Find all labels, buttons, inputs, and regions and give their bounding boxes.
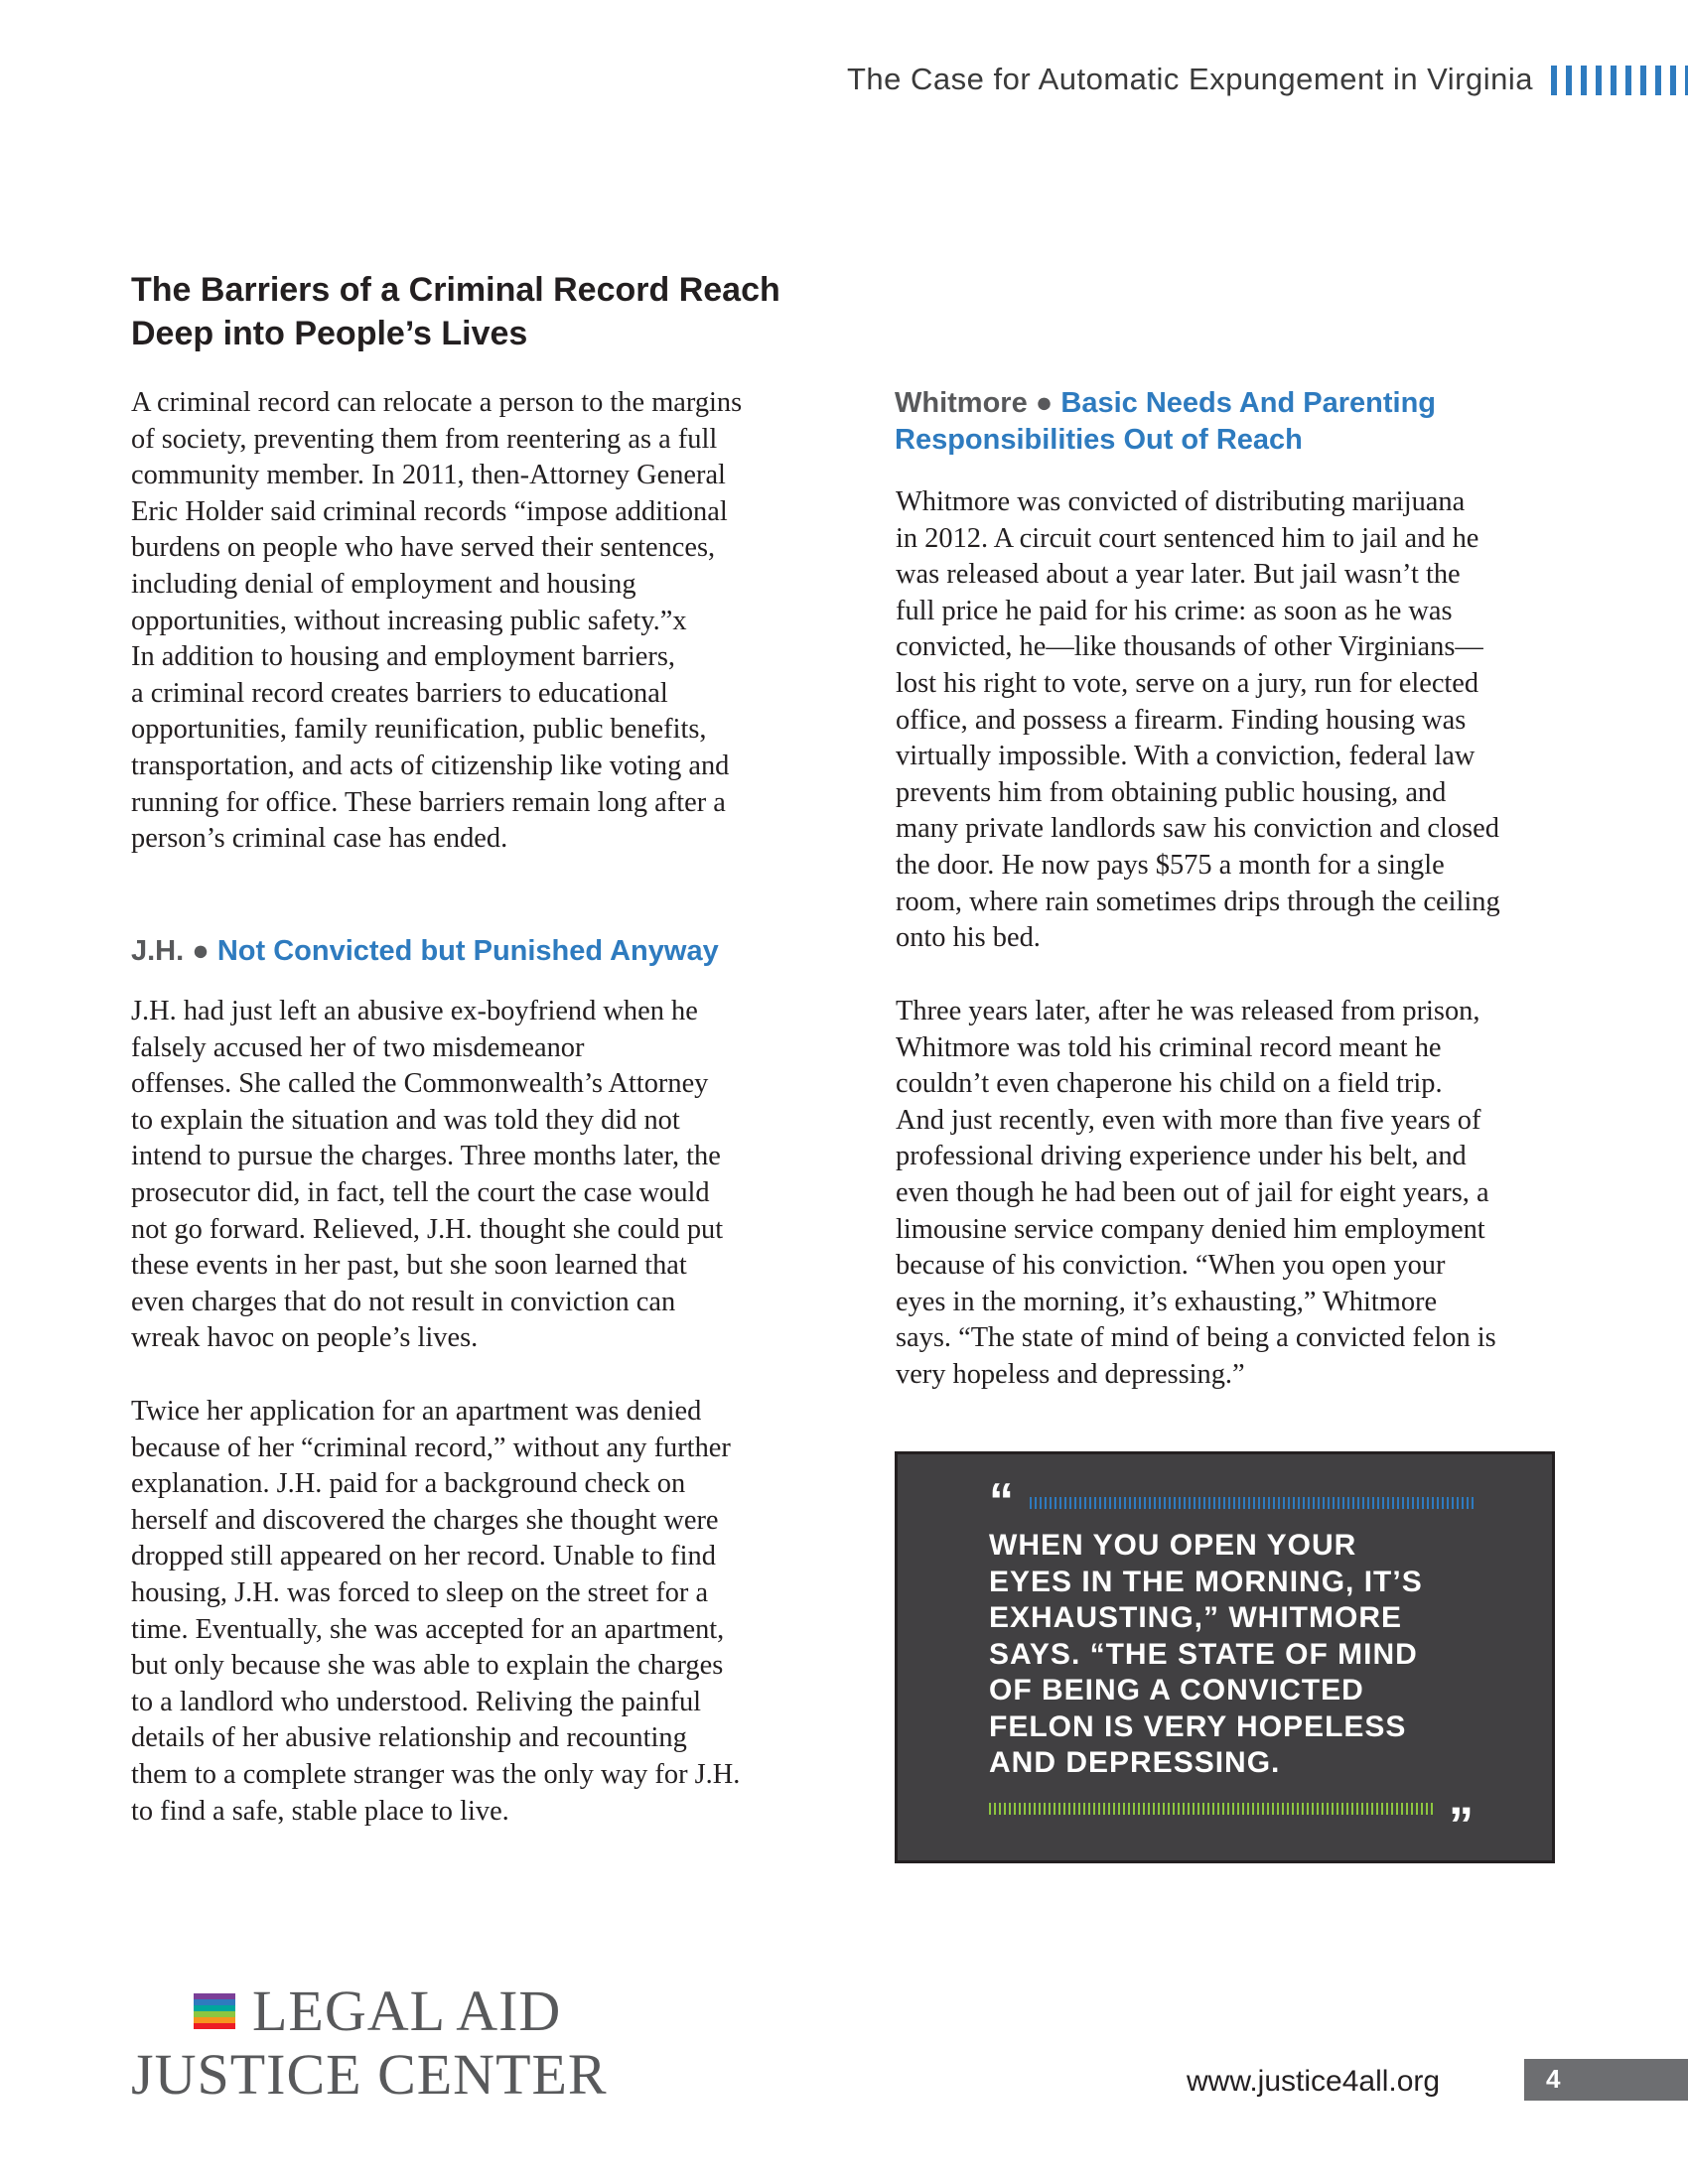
whitmore-line: limousine service company denied him employment [896,1213,1485,1245]
jh-subheading [131,933,826,970]
jh-line: intend to pursue the charges. Three months later, the [131,1141,721,1172]
logo-stripe [194,2017,235,2023]
intro-line: community member. In 2011, then-Attorney General [131,460,726,491]
bullet-icon: ● [1035,387,1054,419]
logo-text-line-2: JUSTICE CENTER [131,2042,608,2107]
jh-line: to explain the situation and was told they did not [131,1104,680,1136]
jh-line: to a landlord who understood. Reliving the painful [131,1686,702,1717]
whitmore-line: convicted, he—like thousands of other Virginians— [896,631,1483,663]
pull-quote-box [895,1451,1555,1863]
intro-line: a criminal record creates barriers to educational [131,677,668,709]
whitmore-name: Whitmore [895,387,1028,419]
quote-top-rule [1030,1497,1477,1509]
logo-stripe [194,2023,235,2029]
pull-quote-line: EYES IN THE MORNING, IT’S [989,1565,1423,1598]
jh-line: dropped still appeared on her record. Unable to find [131,1541,716,1572]
jh-line: time. Eventually, she was accepted for an apartment, [131,1613,725,1645]
pull-quote-line: AND DEPRESSING. [989,1746,1281,1779]
whitmore-line: Whitmore was convicted of distributing marijuana [896,486,1466,517]
jh-paragraph-2 [131,1394,806,1830]
whitmore-line: lost his right to vote, serve on a jury, run for elected [896,667,1479,699]
logo-stripes-icon [194,1993,235,2029]
intro-line: In addition to housing and employment barriers, [131,641,675,673]
jh-line: herself and discovered the charges she thought were [131,1504,719,1536]
whitmore-title-line-2: Responsibilities Out of Reach [895,424,1303,456]
jh-line: details of her abusive relationship and recounting [131,1722,687,1754]
logo-stripe [194,1993,235,1999]
whitmore-line: room, where rain sometimes drips through the ceiling [896,886,1500,917]
open-quote-icon: “ [989,1473,1014,1529]
page-number: 4 [1546,2064,1561,2094]
close-quote-icon: ” [1449,1797,1474,1852]
jh-line: but only because she was able to explain the charges [131,1650,724,1682]
whitmore-line: prevents him from obtaining public housing, and [896,776,1447,808]
section-heading-line-1: The Barriers of a Criminal Record Reach [131,271,780,309]
pull-quote-line: FELON IS VERY HOPELESS [989,1709,1407,1743]
jh-line: them to a complete stranger was the only way for J.H. [131,1758,741,1790]
logo-stripe [194,2005,235,2011]
intro-line: of society, preventing them from reentering as a full [131,423,718,455]
footer-website-link[interactable]: www.justice4all.org [1187,2065,1441,2098]
jh-line: J.H. had just left an abusive ex-boyfriend when he [131,996,698,1026]
intro-line: opportunities, without increasing public safety.”x [131,605,687,636]
whitmore-line: And just recently, even with more than five years of [896,1104,1481,1136]
whitmore-line: Whitmore was told his criminal record meant he [896,1031,1442,1063]
whitmore-line: many private landlords saw his conviction and closed [896,813,1499,845]
jh-line: even charges that do not result in conviction can [131,1286,676,1317]
section-heading [131,268,886,355]
jh-line: explanation. J.H. paid for a background check on [131,1468,686,1500]
jh-line: falsely accused her of two misdemeanor [131,1031,585,1063]
jh-line: wreak havoc on people’s lives. [131,1322,479,1354]
whitmore-line: virtually impossible. With a conviction, federal law [896,741,1476,772]
jh-line: Twice her application for an apartment was denied [131,1396,702,1427]
header-title: The Case for Automatic Expungement in Virginia [846,62,1533,96]
jh-line: these events in her past, but she soon learned that [131,1250,687,1282]
section-heading-line-2: Deep into People’s Lives [131,315,528,352]
whitmore-paragraph-1 [896,484,1571,957]
whitmore-line: office, and possess a firearm. Finding housing was [896,704,1467,736]
whitmore-subheading [895,385,1590,459]
intro-line: person’s criminal case has ended. [131,823,508,855]
whitmore-line: onto his bed. [896,922,1041,954]
logo-text-line-1: LEGAL AID [252,1979,562,2043]
intro-line: Eric Holder said criminal records “impose additional [131,495,728,527]
jh-line: not go forward. Relieved, J.H. thought she could put [131,1213,724,1245]
intro-line: burdens on people who have served their sentences, [131,532,716,564]
quote-bottom-rule [989,1803,1436,1815]
jh-line: because of her “criminal record,” without any further [131,1432,731,1463]
jh-line: to find a safe, stable place to live. [131,1795,509,1827]
whitmore-line: because of his conviction. “When you open your [896,1250,1446,1282]
intro-line: transportation, and acts of citizenship like voting and [131,750,730,781]
whitmore-line: Three years later, after he was released from prison, [896,996,1480,1026]
whitmore-line: in 2012. A circuit court sentenced him to jail and he [896,522,1479,554]
whitmore-line: couldn’t even chaperone his child on a field trip. [896,1068,1443,1100]
page-number-badge [1524,2059,1688,2101]
pull-quote-text [989,1528,1505,1782]
logo-stripe [194,2011,235,2017]
pull-quote-line: SAYS. “THE STATE OF MIND [989,1637,1418,1671]
jh-title: Not Convicted but Punished Anyway [216,935,719,967]
jh-line: housing, J.H. was forced to sleep on the street for a [131,1576,709,1608]
bullet-icon: ● [192,935,210,967]
whitmore-line: professional driving experience under his belt, and [896,1141,1467,1172]
pull-quote-line: OF BEING A CONVICTED [989,1674,1364,1706]
whitmore-line: very hopeless and depressing.” [896,1358,1245,1390]
logo-stripe [194,1999,235,2005]
intro-line: A criminal record can relocate a person to the margins [131,387,743,418]
jh-name: J.H. [131,935,185,967]
jh-line: offenses. She called the Commonwealth’s Attorney [131,1068,709,1100]
jh-line: prosecutor did, in fact, tell the court the case would [131,1176,710,1208]
intro-line: including denial of employment and housing [131,568,636,600]
whitmore-line: the door. He now pays $575 a month for a single [896,849,1445,881]
intro-paragraph [131,385,806,858]
whitmore-line: says. “The state of mind of being a convicted felon is [896,1322,1496,1354]
jh-paragraph-1 [131,994,806,1357]
intro-line: running for office. These barriers remain long after a [131,786,726,818]
whitmore-line: was released about a year later. But jail wasn’t the [896,559,1461,591]
whitmore-line: even though he had been out of jail for eight years, a [896,1176,1489,1208]
pull-quote-line: WHEN YOU OPEN YOUR [989,1529,1357,1562]
whitmore-subheading-line-1 [895,385,1590,422]
whitmore-line: full price he paid for his crime: as soon as he was [896,595,1453,626]
intro-line: opportunities, family reunification, public benefits, [131,714,707,746]
header-decorative-bars [1551,66,1688,95]
whitmore-line: eyes in the morning, it’s exhausting,” Whitmore [896,1286,1438,1317]
whitmore-paragraph-2 [896,994,1571,1394]
pull-quote-line: EXHAUSTING,” WHITMORE [989,1601,1402,1634]
whitmore-title-line-1: Basic Needs And Parenting [1060,387,1437,419]
